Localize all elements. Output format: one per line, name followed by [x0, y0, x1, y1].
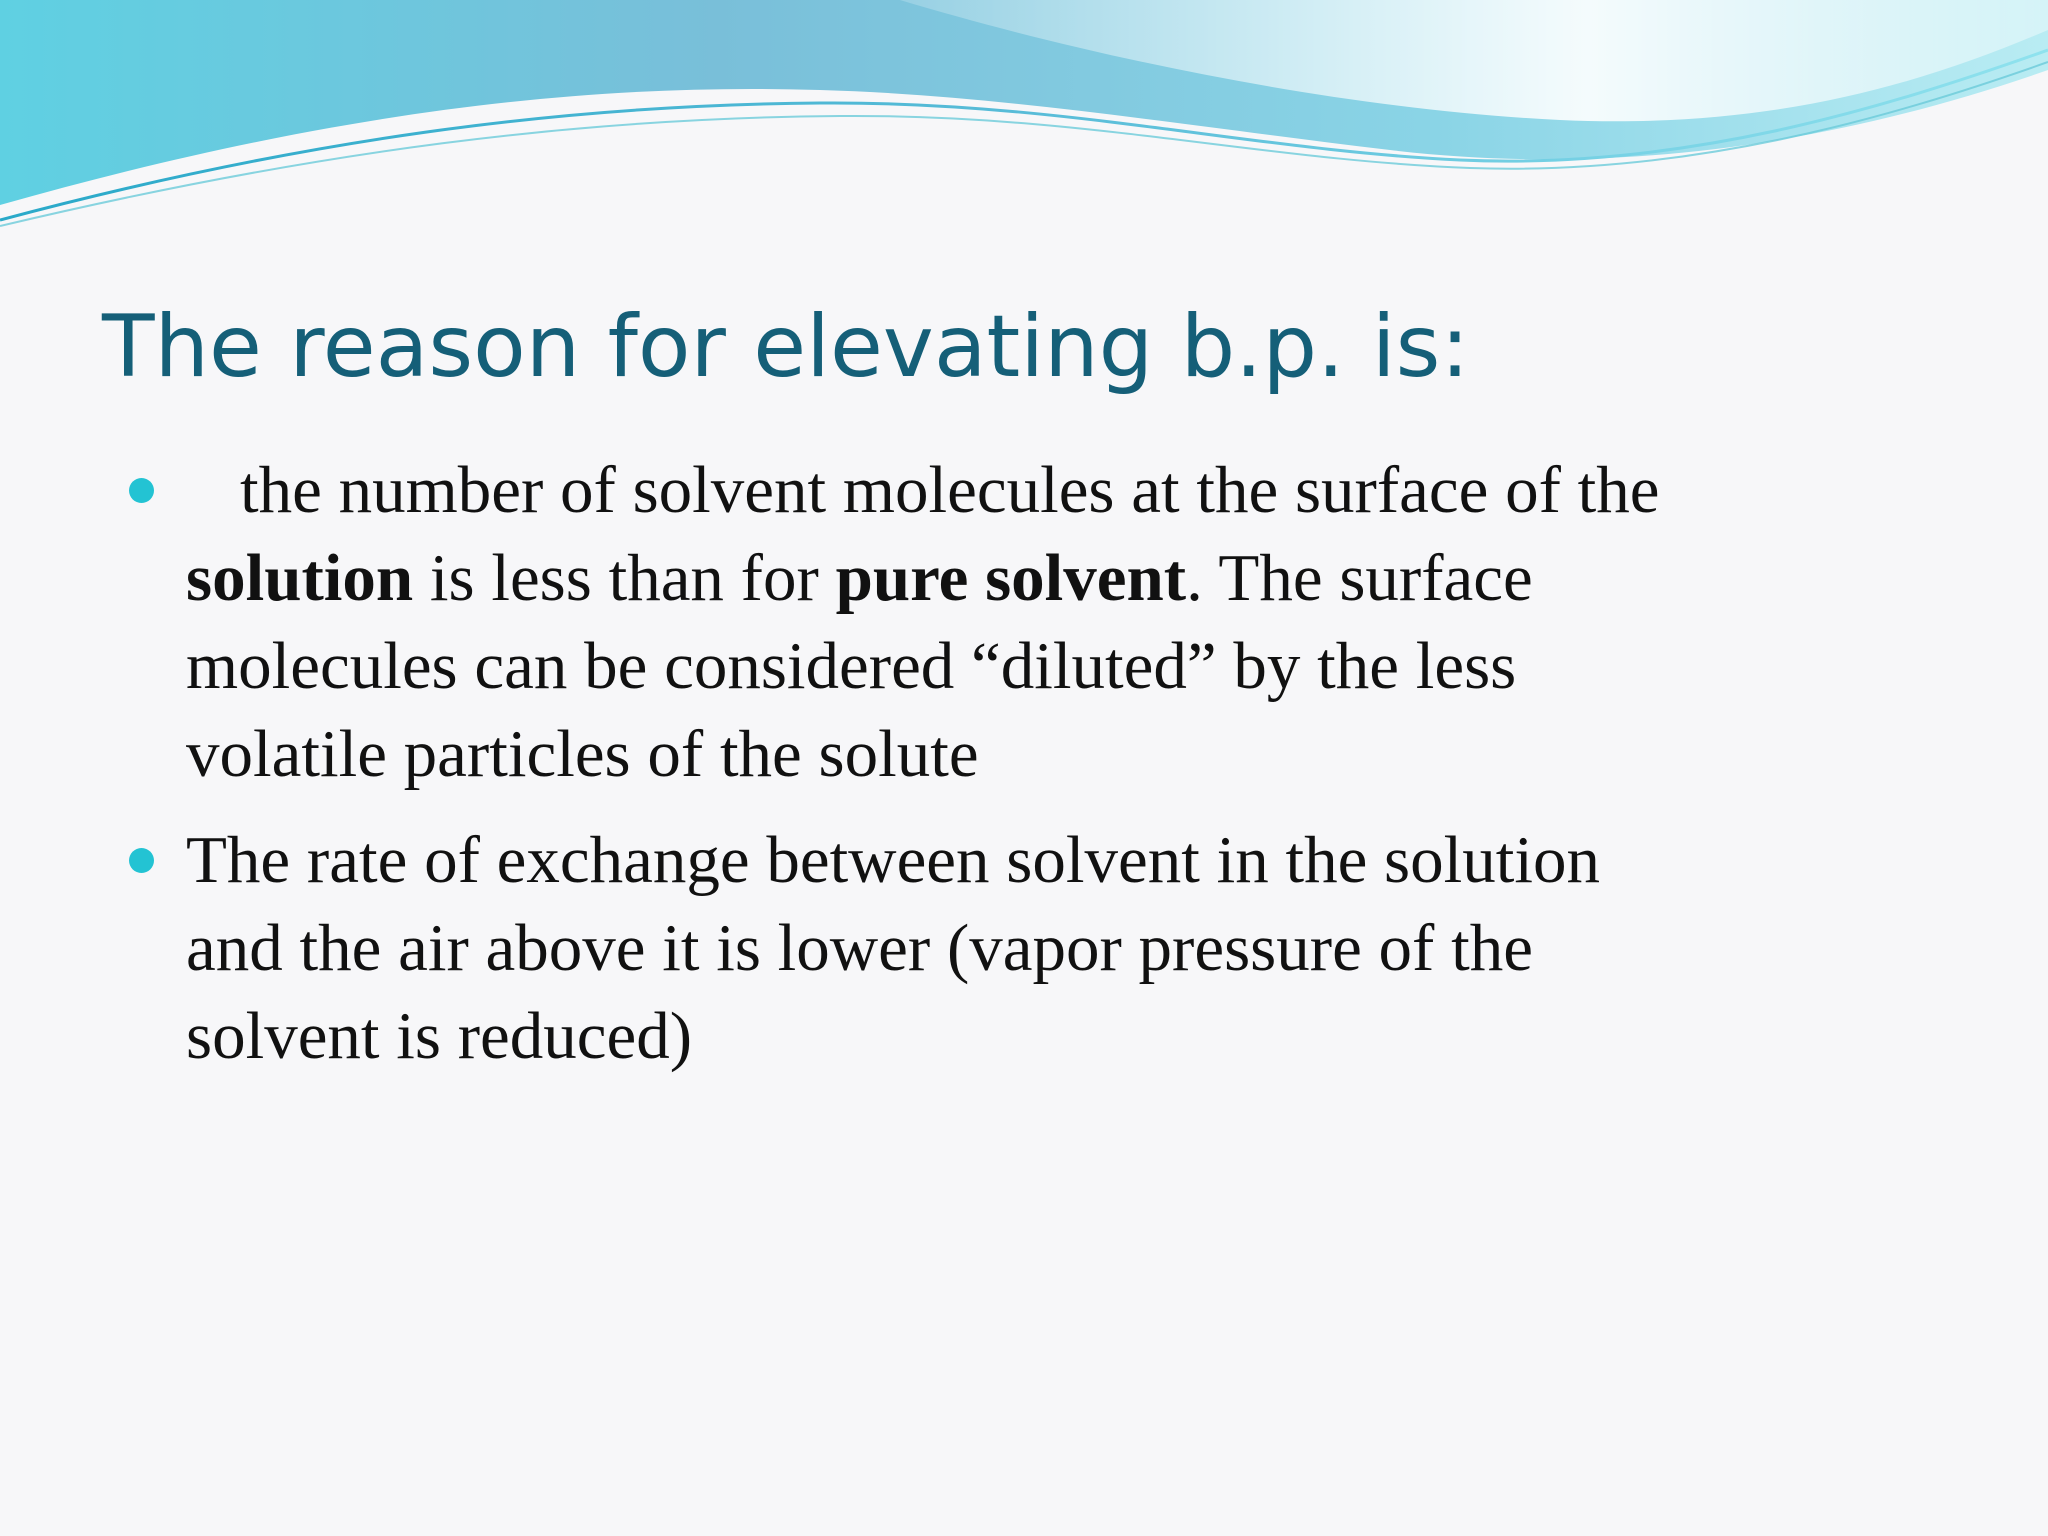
wave-header-decoration [0, 0, 2048, 240]
bold-term-solution: solution [186, 541, 414, 615]
bullet-dot-icon [129, 848, 154, 873]
bullet-1-line-4: volatile particles of the solute [186, 717, 979, 791]
bullet-list [0, 446, 2048, 1080]
bullet-1-line-1: the number of solvent molecules at the surface of the [240, 453, 1660, 527]
bullet-item-1 [0, 446, 2048, 798]
bullet-2-line-2: and the air above it is lower (vapor pressure of the [186, 911, 1533, 985]
bullet-1-line-3: molecules can be considered “diluted” by the less [186, 629, 1517, 703]
bullet-dot-icon [129, 478, 154, 503]
bullet-2-line-1: The rate of exchange between solvent in the solution [186, 823, 1600, 897]
bullet-1-line-2: solution is less than for pure solvent. The surface [186, 541, 1533, 615]
bold-term-pure-solvent: pure solvent [835, 541, 1187, 615]
slide-title: The reason for elevating b.p. is: [102, 297, 1470, 397]
bullet-2-line-3: solvent is reduced) [186, 999, 693, 1073]
bullet-item-2 [0, 816, 2048, 1080]
